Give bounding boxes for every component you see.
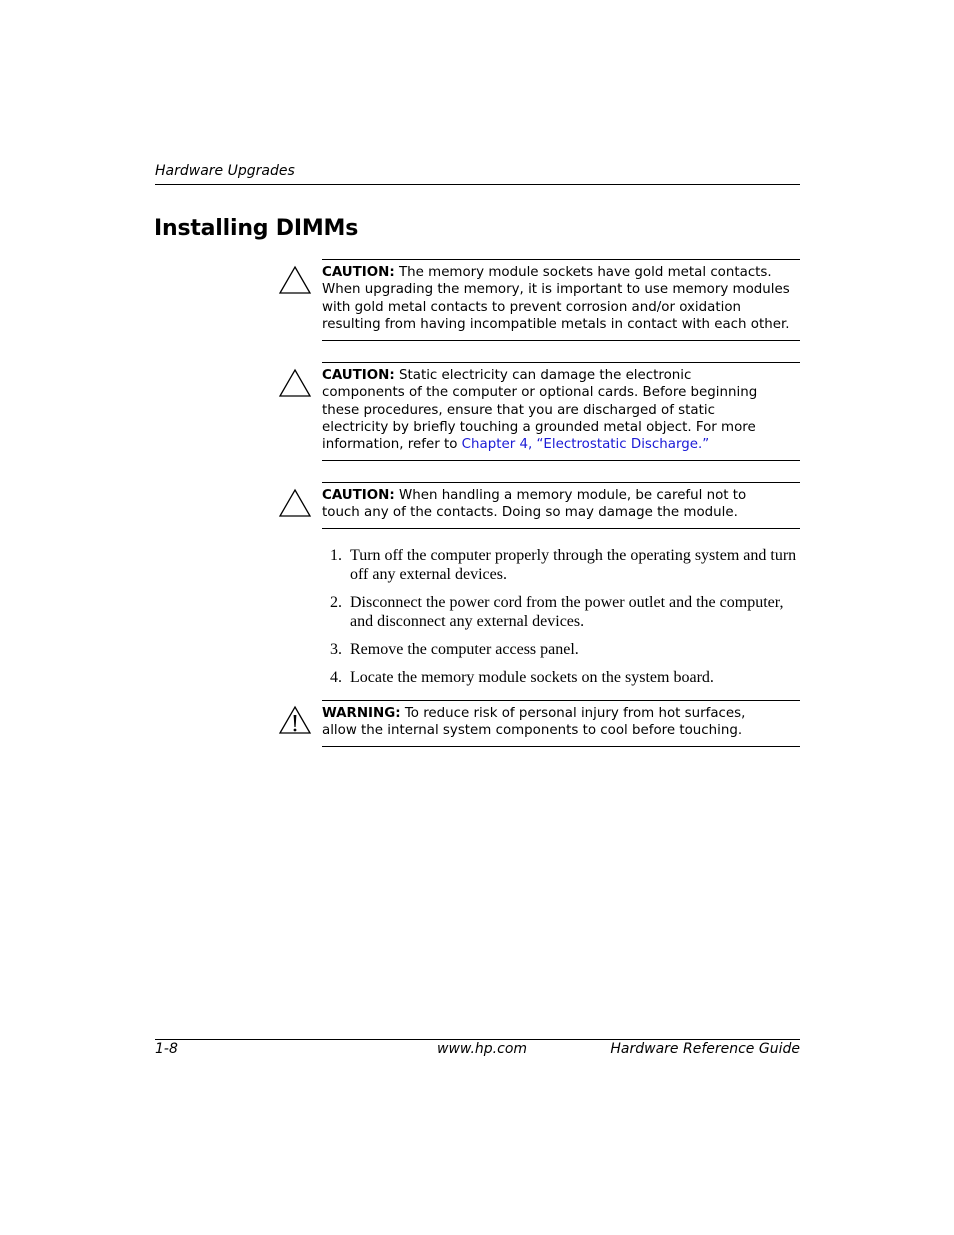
warning-bottom-rule: [322, 746, 800, 747]
caution-3: [322, 487, 762, 522]
warning: [322, 705, 762, 740]
caution-text: When handling a memory module, be careful not to touch any of the contacts. Doing so may damage the module.: [322, 488, 747, 521]
warning-triangle-icon: [278, 705, 312, 735]
footer-rule: [155, 1039, 800, 1040]
list-item: 2. Disconnect the power cord from the power outlet and the computer, and disconnect any external devices.: [330, 594, 784, 630]
caution-text: The memory module sockets have gold metal contacts. When upgrading the memory, it is important to use memory modules with gold metal contacts to prevent corrosion and/or oxidation resulting from having incompatible metals in contact with each other.: [322, 265, 790, 332]
caution-2-bottom-rule: [322, 460, 800, 461]
caution-1-bottom-rule: [322, 340, 800, 341]
list-item: 1. Turn off the computer properly through the operating system and turn off any external devices.: [330, 547, 797, 583]
caution-label: CAUTION:: [322, 368, 395, 383]
caution-3-top-rule: [322, 482, 800, 483]
procedure-steps: [330, 546, 800, 696]
header-rule: [155, 184, 800, 185]
caution-3-bottom-rule: [322, 528, 800, 529]
page-title: Installing DIMMs: [154, 216, 359, 241]
caution-2: [322, 367, 762, 453]
caution-1: [322, 264, 792, 333]
running-header: Hardware Upgrades: [155, 163, 295, 179]
caution-label: CAUTION:: [322, 488, 395, 503]
warning-text: To reduce risk of personal injury from hot surfaces, allow the internal system components to cool before touching.: [322, 706, 746, 739]
warning-label: WARNING:: [322, 706, 401, 721]
caution-1-top-rule: [322, 259, 800, 260]
list-item: 3. Remove the computer access panel.: [330, 641, 579, 658]
caution-text: Static electricity can damage the electronic components of the computer or optional cards. Before beginning these procedures, ensure that you are discharged of static electricity by briefly touching a grounded metal object. For more information, refer to: [322, 368, 758, 453]
chapter-4-link[interactable]: Chapter 4, “Electrostatic Discharge.”: [461, 437, 710, 453]
warning-top-rule: [322, 700, 800, 701]
caution-2-top-rule: [322, 362, 800, 363]
caution-label: CAUTION:: [322, 265, 395, 280]
page-number: 1-8: [155, 1041, 178, 1057]
footer-url: www.hp.com: [437, 1041, 528, 1057]
caution-triangle-icon: [278, 488, 312, 518]
list-item: 4. Locate the memory module sockets on the system board.: [330, 669, 714, 686]
caution-triangle-icon: [278, 265, 312, 295]
footer-guide-title: Hardware Reference Guide: [610, 1041, 800, 1057]
caution-triangle-icon: [278, 368, 312, 398]
